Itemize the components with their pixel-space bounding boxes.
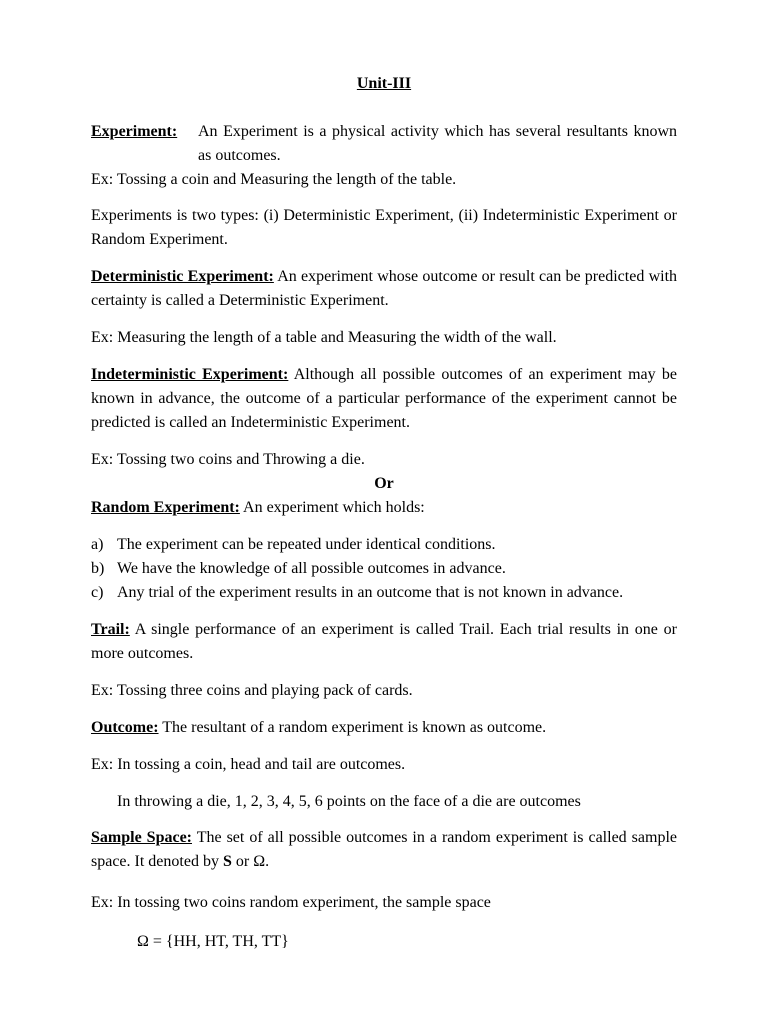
sample-space-term: Sample Space: [91,829,192,846]
sample-space-example: Ex: In tossing two coins random experiment, the sample space [91,894,491,911]
experiment-definition: An Experiment is a physical activity which has several resultants known as outcomes. [198,123,677,164]
outcome-example: Ex: In tossing a coin, head and tail are outcomes. [91,756,406,773]
indeterministic-example: Ex: Tossing two coins and Throwing a die. [91,451,365,468]
random-section [91,496,677,520]
random-term: Random Experiment: [91,499,240,516]
indeterministic-definition: Although all possible outcomes of an experiment may be known in advance, the outcome of a particular performance of the experiment cannot be predicted is called an Indeterministic Experiment. [91,366,678,431]
deterministic-definition: An experiment whose outcome or result can be predicted with certainty is called a Deterministic Experiment. [91,268,678,309]
trail-definition: A single performance of an experiment is called Trail. Each trial results in one or more outcomes. [91,621,677,662]
outcome-section [91,716,677,740]
sample-space-definition: The set of all possible outcomes in a random experiment is called sample space. It denoted by [91,829,677,870]
experiment-term: Experiment: [91,123,178,140]
trail-example: Ex: Tossing three coins and playing pack of cards. [91,682,413,699]
or-divider: Or [374,475,394,492]
page-title: Unit-III [356,75,412,92]
indeterministic-term: Indeterministic Experiment: [91,366,289,383]
deterministic-term: Deterministic Experiment: [91,268,274,285]
list-item: c) Any trial of the experiment results in an outcome that is not known in advance. [91,584,624,601]
outcome-definition: The resultant of a random experiment is known as outcome. [158,719,547,736]
random-definition: An experiment which holds: [239,499,425,516]
outcome-example-die: In throwing a die, 1, 2, 3, 4, 5, 6 points on the face of a die are outcomes [117,793,581,810]
symbol-omega: Ω. [253,853,270,870]
experiment-types: Experiments is two types: (i) Deterministic Experiment, (ii) Indeterministic Experiment or Random Experiment. [91,207,677,248]
symbol-s: S [222,853,232,870]
deterministic-example: Ex: Measuring the length of a table and Measuring the width of the wall. [91,329,557,346]
random-conditions [91,533,677,605]
experiment-example: Ex: Tossing a coin and Measuring the length of the table. [91,171,457,188]
list-item: a) The experiment can be repeated under identical conditions. [91,536,496,553]
sample-space-section: Sample Space: The set of all possible outcomes in a random experiment is called sample space. It denoted by S or Ω. [91,829,677,870]
experiment-section [91,120,677,192]
trail-term: Trail: [91,621,130,638]
list-item: b) We have the knowledge of all possible outcomes in advance. [91,560,506,577]
indeterministic-section [91,363,677,435]
outcome-term: Outcome: [91,719,159,736]
trail-section [91,618,677,666]
sample-space-set: Ω = {HH, HT, TH, TT} [137,933,289,950]
deterministic-section [91,265,677,313]
